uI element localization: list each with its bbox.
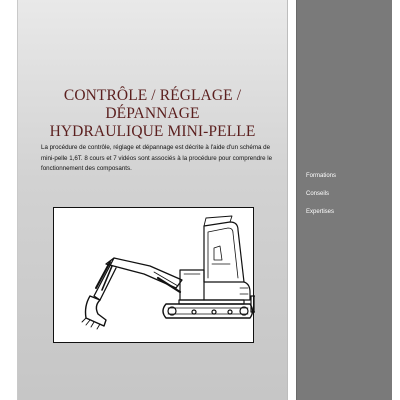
excavator-illustration <box>54 208 255 344</box>
sidebar-item-conseils: Conseils <box>306 191 330 197</box>
page-edge <box>393 0 400 400</box>
excavator-image <box>53 207 254 343</box>
document-page <box>7 0 393 400</box>
title-line-1: CONTRÔLE / RÉGLAGE / DÉPANNAGE <box>63 87 242 122</box>
document-title <box>18 87 287 141</box>
title-line-2: HYDRAULIQUE MINI-PELLE <box>49 123 256 140</box>
sidebar <box>296 0 392 400</box>
sidebar-item-formations: Formations <box>306 173 337 179</box>
cover-panel <box>17 0 288 400</box>
sidebar-item-expertises: Expertises <box>306 209 335 215</box>
sidebar-list <box>306 172 336 226</box>
description-text: La procédure de contrôle, réglage et dépannage est décrite à l'aide d'un schéma de mini-pelle 1,6T. 8 cours et 7 vidéos sont associés à la procédure pour comprendre le fonctionnement des composants. <box>41 144 273 172</box>
